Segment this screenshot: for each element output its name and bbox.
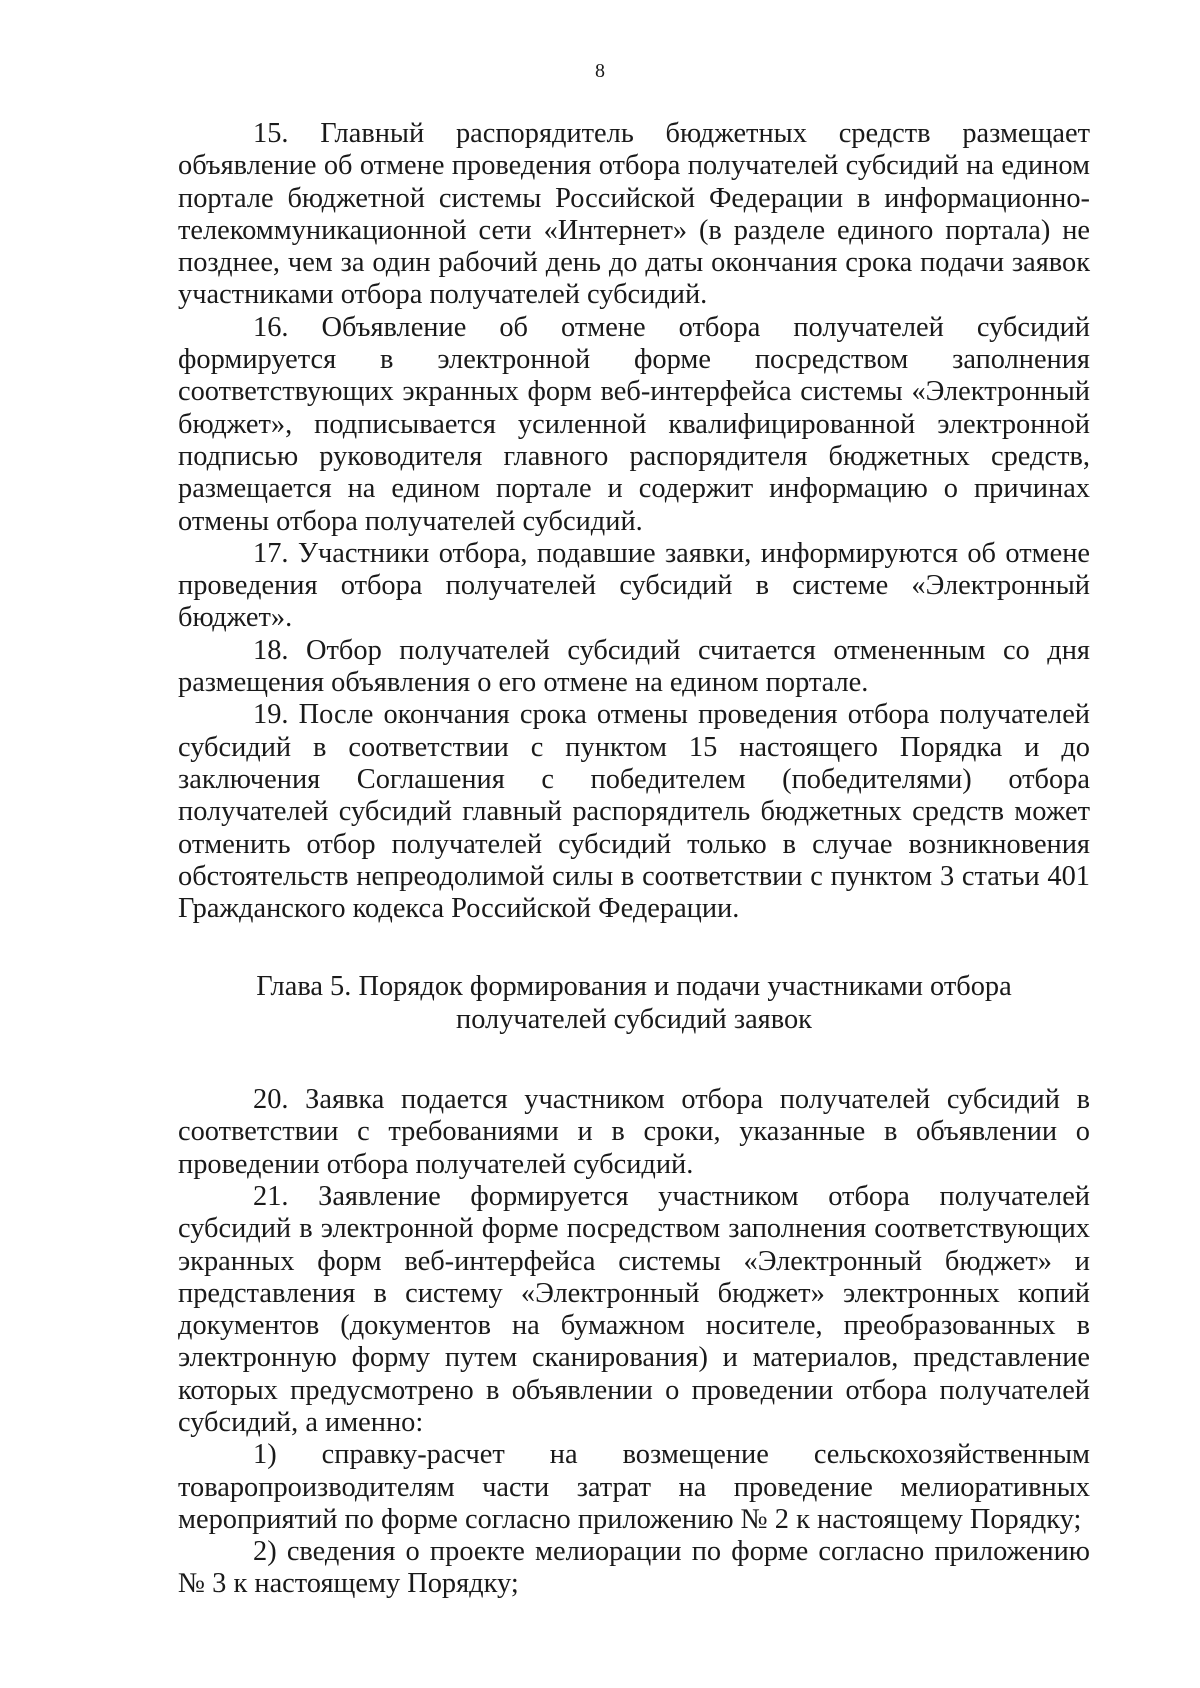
paragraph-21: 21. Заявление формируется участником отбора получателей субсидий в электронной форме посредством заполнения соответствующих экранных форм веб-интерфейса системы «Электронный бюджет» и представления в систему «Электронный бюджет» электронных копий документов (документов на бумажном носителе, преобразованных в электронную форму путем сканирования) и материалов, представление которых предусмотрено в объявлении о проведении отбора получателей субсидий, а именно: — [178, 1180, 1090, 1438]
paragraph-16: 16. Объявление об отмене отбора получателей субсидий формируется в электронной форме посредством заполнения соответствующих экранных форм веб-интерфейса системы «Электронный бюджет», подписывается усиленной квалифицированной электронной подписью руководителя главного распорядителя бюджетных средств, размещается на едином портале и содержит информацию о причинах отмены отбора получателей субсидий. — [178, 311, 1090, 537]
list-item-1: 1) справку-расчет на возмещение сельскохозяйственным товаропроизводителям части затрат на проведение мелиоративных мероприятий по форме согласно приложению № 2 к настоящему Порядку; — [178, 1439, 1090, 1535]
chapter-heading — [178, 971, 1090, 1036]
list-item-2: 2) сведения о проекте мелиорации по форме согласно приложению № 3 к настоящему Порядку; — [178, 1536, 1090, 1600]
paragraph-17: 17. Участники отбора, подавшие заявки, информируются об отмене проведения отбора получателей субсидий в системе «Электронный бюджет». — [178, 537, 1090, 634]
paragraph-20: 20. Заявка подается участником отбора получателей субсидий в соответствии с требованиями и в сроки, указанные в объявлении о проведении отбора получателей субсидий. — [178, 1084, 1090, 1180]
document-body — [178, 118, 1090, 1601]
chapter-heading-line-1: Глава 5. Порядок формирования и подачи участниками отбора — [256, 971, 1012, 1003]
paragraph-19: 19. После окончания срока отмены проведения отбора получателей субсидий в соответствии с пунктом 15 настоящего Порядка и до заключения Соглашения с победителем (победителями) отбора получателей субсидий главный распорядитель бюджетных средств может отменить отбор получателей субсидий только в случае возникновения обстоятельств непреодолимой силы в соответствии с пунктом 3 статьи 401 Гражданского кодекса Российской Федерации. — [178, 699, 1090, 925]
paragraph-15: 15. Главный распорядитель бюджетных средств размещает объявление об отмене проведения отбора получателей субсидий на едином портале бюджетной системы Российской Федерации в информационно-телекоммуникационной сети «Интернет» (в разделе единого портала) не позднее, чем за один рабочий день до даты окончания срока подачи заявок участниками отбора получателей субсидий. — [178, 118, 1090, 311]
chapter-heading-line-2: получателей субсидий заявок — [456, 1003, 812, 1035]
page-number: 8 — [595, 60, 605, 82]
paragraph-18: 18. Отбор получателей субсидий считается отмененным со дня размещения объявления о его отмене на едином портале. — [178, 634, 1090, 699]
